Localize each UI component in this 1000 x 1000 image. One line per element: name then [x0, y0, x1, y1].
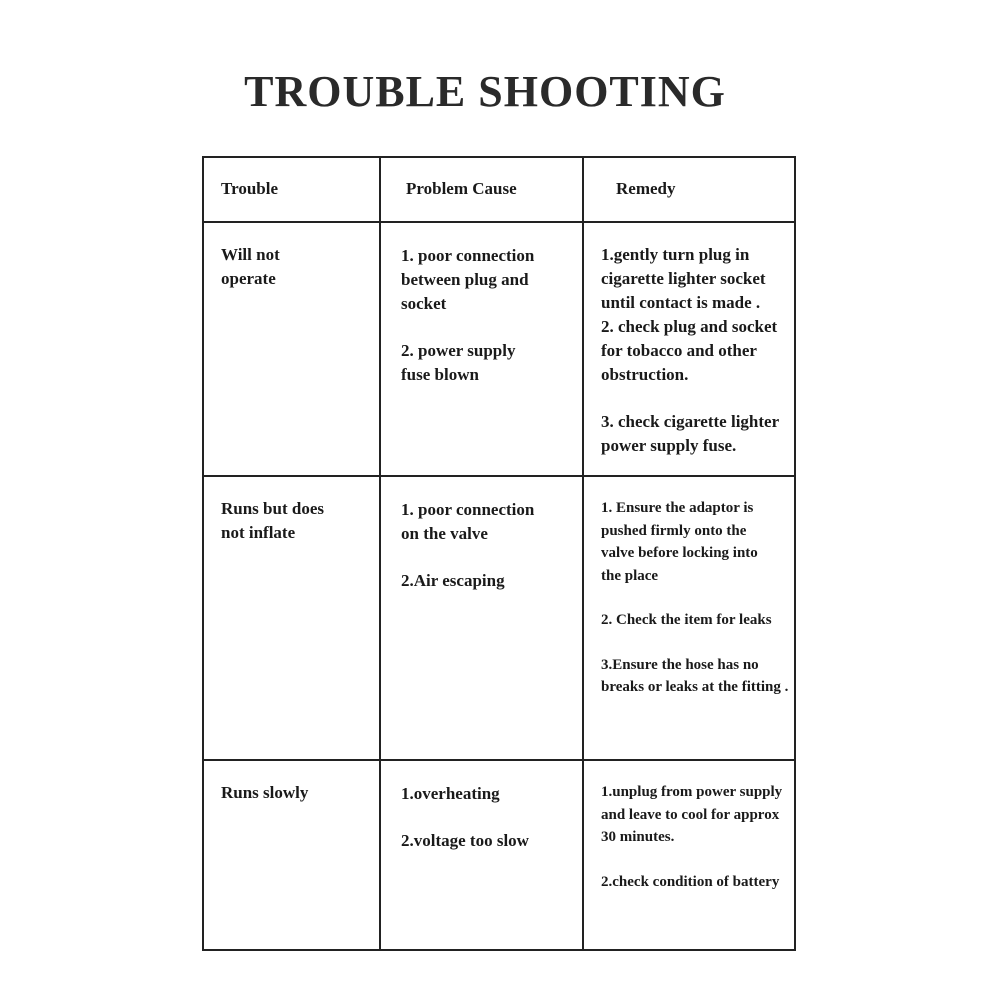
page-title: TROUBLE SHOOTING: [244, 67, 726, 116]
cause-item: 1. poor connection between plug and socket: [401, 246, 535, 313]
remedy-item: 1. Ensure the adaptor is pushed firmly onto the valve before locking into the place: [601, 500, 758, 584]
cause-cell: [380, 222, 583, 476]
cause-item: 1.overheating: [401, 784, 500, 803]
table-row: [203, 760, 795, 950]
trouble-cell: [203, 476, 380, 760]
cause-item: 2.Air escaping: [401, 571, 505, 590]
cause-item: 2.voltage too slow: [401, 831, 529, 850]
header-problem-cause: Problem Cause: [380, 157, 583, 222]
remedy-item: 1.gently turn plug in cigarette lighter socket until contact is made . 2. check plug and socket for tobacco and other obstruction.: [601, 245, 778, 384]
troubleshooting-table: [202, 156, 796, 951]
trouble-cell: [203, 222, 380, 476]
trouble-cell: [203, 760, 380, 950]
header-trouble: Trouble: [203, 157, 380, 222]
header-remedy: Remedy: [583, 157, 795, 222]
cause-cell: [380, 476, 583, 760]
trouble-text: Runs slowly: [221, 783, 309, 802]
table-header-row: [203, 157, 795, 222]
cause-cell: [380, 760, 583, 950]
remedy-item: 3. check cigarette lighter power supply fuse.: [601, 412, 780, 455]
remedy-item: 3.Ensure the hose has no breaks or leaks at the fitting .: [601, 656, 789, 695]
remedy-cell: [583, 760, 795, 950]
remedy-item: 1.unplug from power supply and leave to cool for approx 30 minutes.: [601, 784, 783, 845]
cause-item: 1. poor connection on the valve: [401, 500, 535, 543]
trouble-text: Runs but does not inflate: [221, 499, 324, 542]
cause-item: 2. power supply fuse blown: [401, 341, 516, 384]
remedy-cell: [583, 476, 795, 760]
remedy-cell: [583, 222, 795, 476]
remedy-item: 2.check condition of battery: [601, 873, 780, 890]
table-row: [203, 222, 795, 476]
table-row: [203, 476, 795, 760]
remedy-item: 2. Check the item for leaks: [601, 612, 772, 628]
trouble-text: Will not operate: [221, 245, 280, 288]
